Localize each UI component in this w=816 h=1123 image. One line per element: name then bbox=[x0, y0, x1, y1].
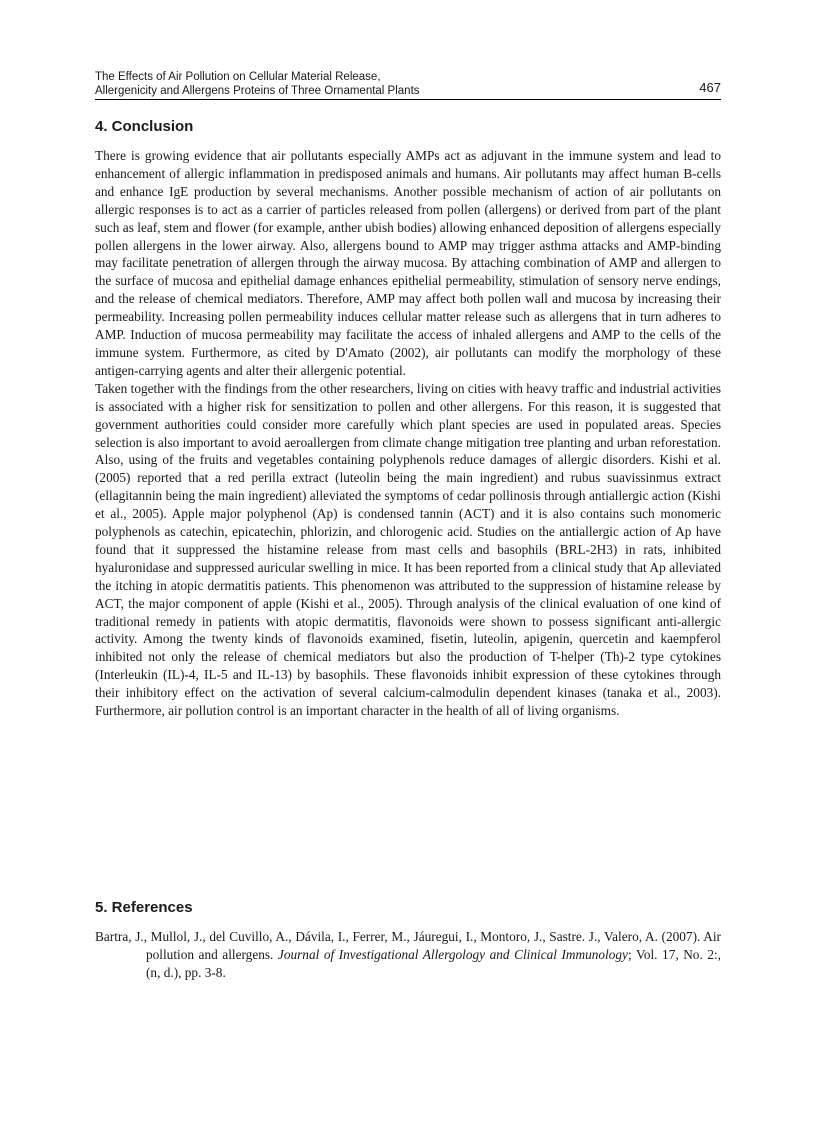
reference-details: ; Vol. 17, No. 2:, (n, d.), pp. 3-8. bbox=[146, 946, 721, 980]
conclusion-paragraph-1: There is growing evidence that air pollutants especially AMPs act as adjuvant in the immune system and lead to enhancement of allergic inflammation in predisposed animals and humans. Air pollutants may affect human B-cells and enhance IgE production by several mechanisms. Another possible mechanism of action of air pollutants on allergic responses is to act as a carrier of particles released from pollen (allergens) or derived from part of the plant such as leaf, stem and flower (for example, anther ubish bodies) allowing enhanced deposition of allergens especially pollen allergens in the lower airway. Also, allergens bound to AMP may trigger asthma attacks and AMP-binding may facilitate penetration of allergen through the airway mucosa. By attaching combination of AMP and allergen to the surface of mucosa and epithelial damage enhances epithelial permeability, stimulation of sensory nerve endings, and the release of chemical mediators. Therefore, AMP may affect both pollen wall and mucosa by increasing their permeability. Increasing pollen permeability induces cellular matter release such as allergens that in turn adheres to AMP. Induction of mucosa permeability may facilitate the access of inhaled allergens and AMP to the cells of the immune system. Furthermore, as cited by D'Amato (2002), air pollutants can modify the morphology of these antigen-carrying agents and alter their allergenic potential. bbox=[95, 148, 721, 378]
running-title-line-2: Allergenicity and Allergens Proteins of Three Ornamental Plants bbox=[95, 85, 420, 97]
reference-journal: Journal of Investigational Allergology and Clinical Immunology bbox=[277, 946, 628, 962]
conclusion-body bbox=[95, 147, 721, 720]
header-rule bbox=[95, 99, 721, 100]
running-title bbox=[95, 70, 655, 98]
section-heading-conclusion: 4. Conclusion bbox=[95, 118, 194, 135]
running-title-line-1: The Effects of Air Pollution on Cellular Material Release, bbox=[95, 71, 381, 83]
section-heading-references: 5. References bbox=[95, 899, 193, 916]
conclusion-paragraph-2: Taken together with the findings from the other researchers, living on cities with heavy traffic and industrial activities is associated with a higher risk for sensitization to pollen and other allergens. For this reason, it is suggested that government authorities could consider more carefully which plant species are used in populated areas. Species selection is also important to avoid aeroallergen from climate change mitigation tree planting and urban reforestation. Also, using of the fruits and vegetables containing polyphenols reduce damages of allergic disorders. Kishi et al. (2005) reported that a red perilla extract (luteolin being the main ingredient) and rubus suavissinmus extract (ellagitannin being the main ingredient) alleviated the symptoms of cedar pollinosis through antiallergic action (Kishi et al., 2005). Apple major polyphenol (Ap) is condensed tannin (ACT) and it is also contains such monomeric polyphenols as catechin, epicatechin, phlorizin, and chlorogenic acid. Studies on the antiallergic action of Ap have found that it suppressed the histamine release from mast cells and basophils (BRL-2H3) in rats, inhibited hyaluronidase and suppressed auricular swelling in mice. It has been reported from a clinical study that Ap alleviated the itching in atopic dermatitis patients. This phenomenon was attributed to the suppression of histamine release by ACT, the major component of apple (Kishi et al., 2005). Through analysis of the clinical evaluation of one kind of traditional remedy in patients with atopic dermatitis, flavonoids were shown to possess significant anti-allergic activity. Among the twenty kinds of flavonoids examined, fisetin, luteolin, apigenin, quercetin and kaempferol inhibited not only the release of chemical mediators but also the production of T-helper (Th)-2 type cytokines (Interleukin (IL)-4, IL-5 and IL-13) by basophils. These flavonoids inhibit expression of these cytokines through their inhibitory effect on the activation of several calcium-calmodulin dependent kinases (tanaka et al., 2003). Furthermore, air pollution control is an important character in the health of all of living organisms. bbox=[95, 380, 721, 719]
reference-authors: Bartra, J., Mullol, J., del Cuvillo, A., Dávila, I., Ferrer, M., Jáuregui, I., Montoro, J., Sastre. J., Valero, A. (2007). Air pollution and allergens. bbox=[95, 929, 721, 962]
running-header bbox=[95, 70, 721, 98]
page-number: 467 bbox=[699, 80, 721, 95]
reference-list bbox=[95, 928, 721, 982]
reference-item bbox=[95, 928, 721, 982]
